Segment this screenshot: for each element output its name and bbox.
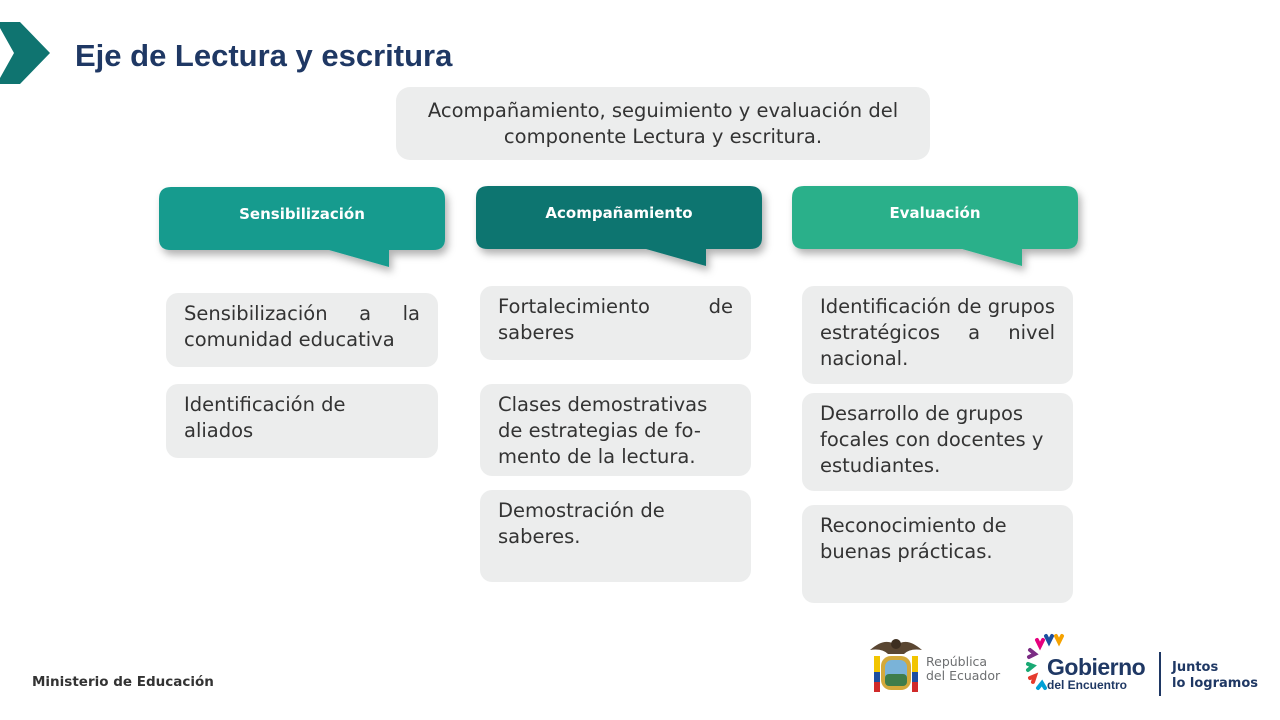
header-label: Sensibilización	[239, 205, 365, 223]
slogan-line-1: Juntos	[1172, 660, 1219, 675]
coat-of-arms-icon	[866, 632, 926, 698]
gobierno-wordmark: Gobierno	[1047, 654, 1146, 680]
page-title: Eje de Lectura y escritura	[75, 38, 453, 73]
chevron-arrow-icon	[0, 22, 50, 84]
slogan-label	[1172, 660, 1258, 692]
card-identificacion-aliados: Identificación de aliados	[166, 384, 438, 458]
footer-divider	[1159, 652, 1161, 696]
card-sensibilizacion-comunidad: Sensibilización a la comunidad educativa	[166, 293, 438, 367]
gobierno-subtitle: del Encuentro	[1047, 678, 1128, 692]
header-label: Acompañamiento	[545, 204, 693, 222]
top-summary-box: Acompañamiento, seguimiento y evaluación del componente Lectura y escritura.	[396, 87, 930, 160]
header-acompanamiento	[476, 186, 796, 286]
header-sensibilizacion	[159, 187, 479, 287]
card-fortalecimiento-saberes: Fortalecimiento de saberes	[480, 286, 751, 360]
ministry-label: Ministerio de Educación	[32, 674, 214, 690]
card-clases-demostrativas: Clases demostrativas de estrategias de fo-mento de la lectura.	[480, 384, 751, 476]
republica-line-2: del Ecuador	[926, 668, 1001, 683]
republica-line-1: República	[926, 654, 988, 669]
header-evaluacion	[792, 186, 1112, 286]
card-demostracion-saberes: Demostración de saberes.	[480, 490, 751, 582]
card-identificacion-grupos: Identificación de grupos estratégicos a nivel nacional.	[802, 286, 1073, 384]
card-grupos-focales: Desarrollo de grupos focales con docentes y estudiantes.	[802, 393, 1073, 491]
header-label: Evaluación	[889, 204, 981, 222]
republica-label	[926, 655, 1000, 683]
card-buenas-practicas: Reconocimiento de buenas prácticas.	[802, 505, 1073, 603]
slogan-line-2: lo logramos	[1172, 676, 1259, 691]
